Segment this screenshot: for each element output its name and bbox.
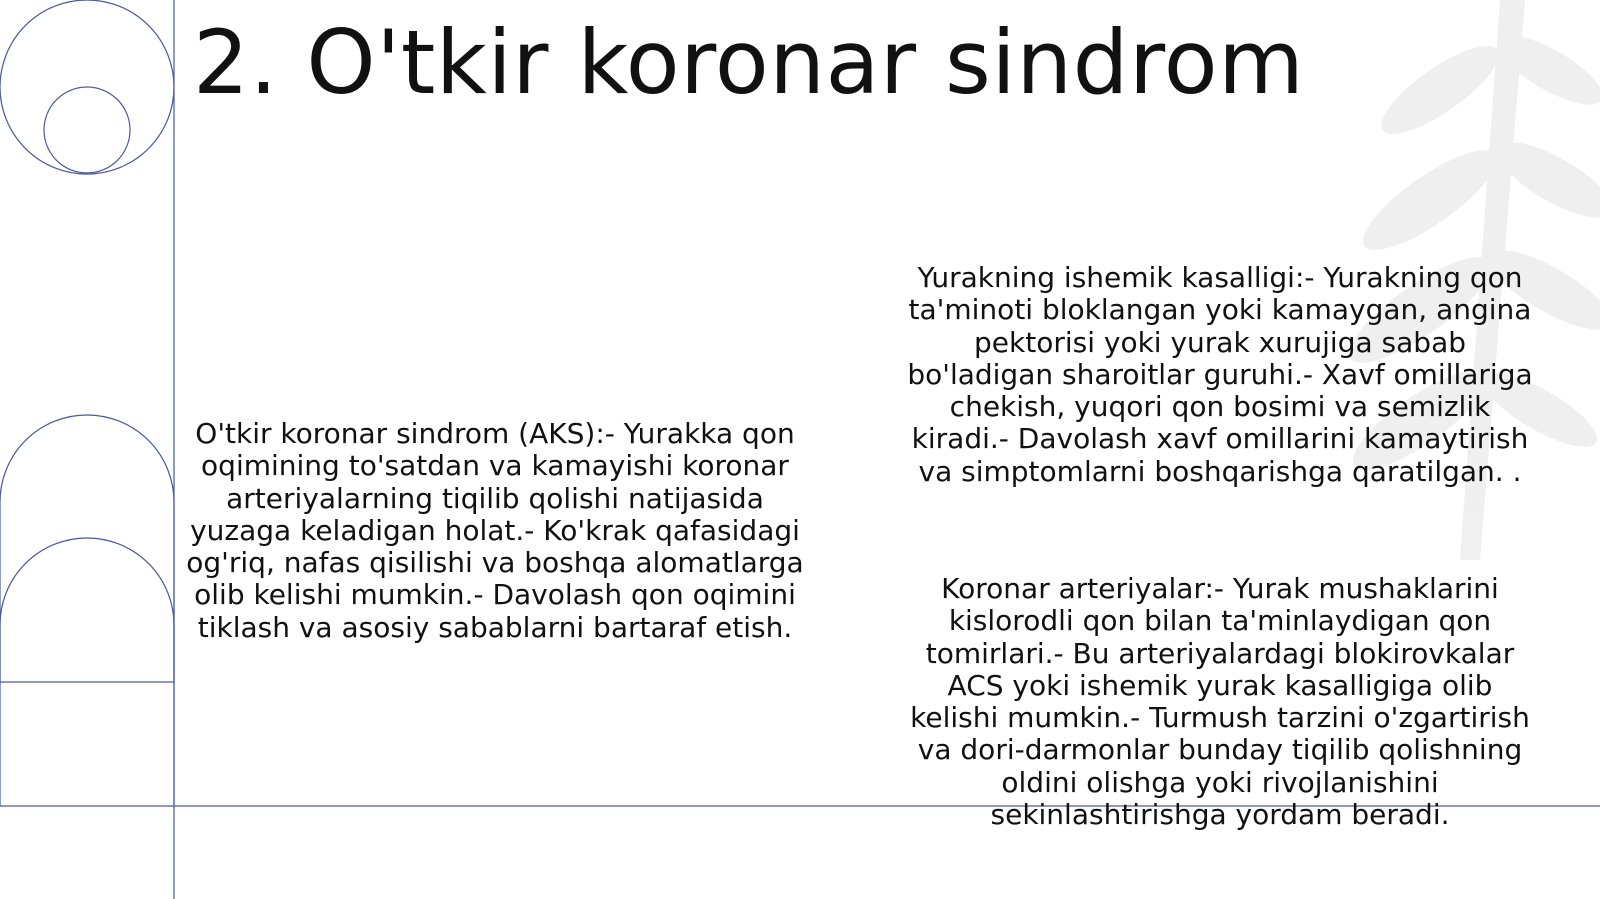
slide-title: 2. O'tkir koronar sindrom [193, 11, 1305, 114]
upper-arch [0, 415, 174, 682]
right-top-paragraph: Yurakning ishemik kasalligi:- Yurakning qon ta'minoti bloklangan yoki kamaygan, angina pektorisi yoki yurak xurujiga sabab bo'ladigan sharoitlar guruhi.- Xavf omillariga chekish, yuqori qon bosimi va semizlik kiradi.- Davolash xavf omillarini kamaytirish va simptomlarni boshqarishga qaratilgan. . [907, 261, 1533, 488]
small-circle [44, 87, 130, 173]
right-bottom-paragraph: Koronar arteriyalar:- Yurak mushaklarini kislorodli qon bilan ta'minlaydigan qon tomirlari.- Bu arteriyalardagi blokirovkalar ACS yoki ishemik yurak kasalligiga olib kelishi mumkin.- Turmush tarzini o'zgartirish va dori-darmonlar bunday tiqilib qolishning oldini olishga yoki rivojlanishini sekinlashtirishga yordam beradi. [910, 572, 1530, 832]
left-paragraph: O'tkir koronar sindrom (AKS):- Yurakka qon oqimining to'satdan va kamayishi koronar arteriyalarning tiqilib qolishi natijasida yuzaga keladigan holat.- Ko'krak qafasidagi og'riq, nafas qisilishi va boshqa alomatlarga olib kelishi mumkin.- Davolash qon oqimini tiklash va asosiy sabablarni bartaraf etish. [186, 417, 804, 644]
lower-arch [0, 538, 174, 806]
